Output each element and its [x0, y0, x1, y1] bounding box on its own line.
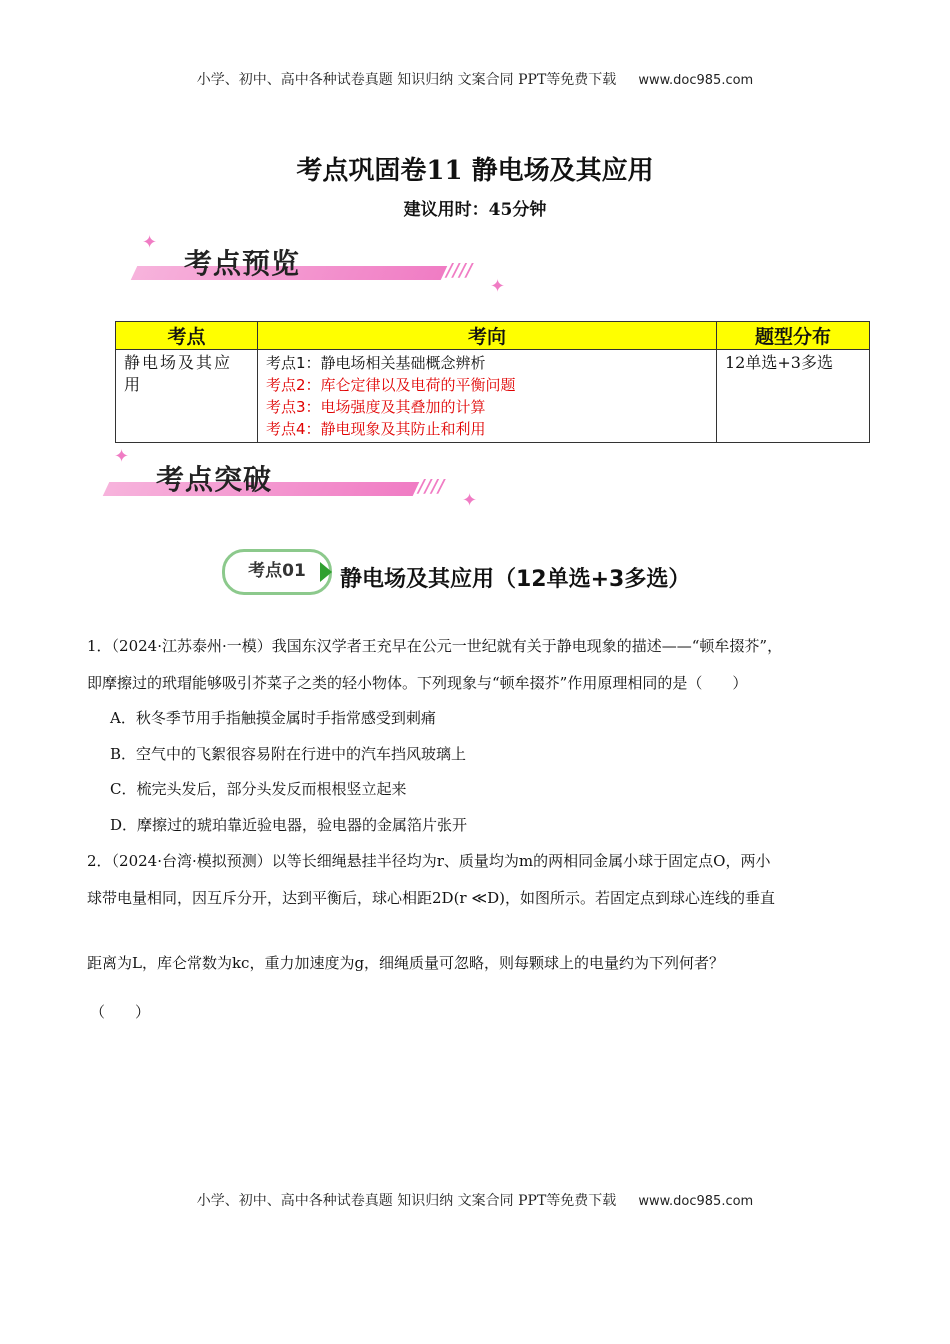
sparkle-icon: ✦ [462, 490, 478, 511]
question-2-line: 球带电量相同，因互斥分开，达到平衡后，球心相距2D(r ≪D)，如图所示。若固定点到球心连线的垂直 [87, 889, 775, 907]
question-1-line: 即摩擦过的玳瑁能够吸引芥菜子之类的轻小物体。下列现象与“顿牟掇芥”作用原理相同的是（ ） [87, 674, 748, 692]
question-2-line: 距离为L，库仑常数为kc，重力加速度为g，细绳质量可忽略，则每颗球上的电量约为下列何者？ [87, 954, 725, 972]
page-footer [0, 1190, 950, 1210]
table-cell-directions [258, 350, 717, 443]
header-text: 小学、初中、高中各种试卷真题 知识归纳 文案合同 PPT等免费下载 [196, 72, 617, 88]
sparkle-icon: ✦ [114, 446, 130, 467]
direction-item: 考点2：库仑定律以及电荷的平衡问题 [266, 376, 516, 394]
table-header: 考向 [258, 322, 717, 350]
banner-slashes: //// [446, 260, 473, 281]
section-badge: 考点01 [222, 549, 332, 595]
overview-table [115, 321, 870, 443]
page-subtitle: 建议用时：45分钟 [403, 200, 547, 220]
question-2-line: 2．（2024·台湾·模拟预测）以等长细绳悬挂半径均为r、质量均为m的两相同金属小球于固定点O，两小 [87, 852, 771, 870]
table-header: 考点 [116, 322, 258, 350]
direction-item: 考点1：静电场相关基础概念辨析 [266, 354, 486, 372]
footer-text: 小学、初中、高中各种试卷真题 知识归纳 文案合同 PPT等免费下载 [196, 1193, 617, 1209]
table-header: 题型分布 [717, 322, 870, 350]
section-heading: 静电场及其应用（12单选+3多选） [340, 567, 691, 592]
direction-item: 考点4：静电现象及其防止和利用 [266, 420, 486, 438]
question-1-line: 1．（2024·江苏泰州·一模）我国东汉学者王充早在公元一世纪就有关于静电现象的描述——“顿牟掇芥”， [87, 637, 783, 655]
table-row [116, 350, 870, 443]
arrow-icon [320, 562, 332, 582]
answer-blank: （ ） [90, 1003, 151, 1021]
banner-breakthrough [100, 446, 485, 511]
header-site[interactable]: www.doc985.com [638, 73, 754, 88]
sparkle-icon: ✦ [142, 232, 158, 253]
direction-item: 考点3：电场强度及其叠加的计算 [266, 398, 486, 416]
footer-site[interactable]: www.doc985.com [638, 1194, 754, 1209]
sparkle-icon: ✦ [490, 276, 506, 297]
option-a[interactable]: A．秋冬季节用手指触摸金属时手指常感受到刺痛 [110, 709, 436, 727]
page-header [0, 69, 950, 89]
option-c[interactable]: C．梳完头发后，部分头发反而根根竖立起来 [110, 780, 407, 798]
page-title: 考点巩固卷11 静电场及其应用 [296, 156, 654, 186]
banner-slashes: //// [418, 476, 445, 497]
table-cell-topic: 静电场及其应用 [116, 350, 258, 443]
banner-title: 考点突破 [156, 463, 273, 496]
banner-preview [128, 232, 508, 297]
banner-title: 考点预览 [184, 247, 301, 280]
option-b[interactable]: B．空气中的飞絮很容易附在行进中的汽车挡风玻璃上 [110, 745, 467, 763]
table-cell-distribution: 12单选+3多选 [717, 350, 870, 443]
option-d[interactable]: D．摩擦过的琥珀靠近验电器，验电器的金属箔片张开 [110, 816, 468, 834]
